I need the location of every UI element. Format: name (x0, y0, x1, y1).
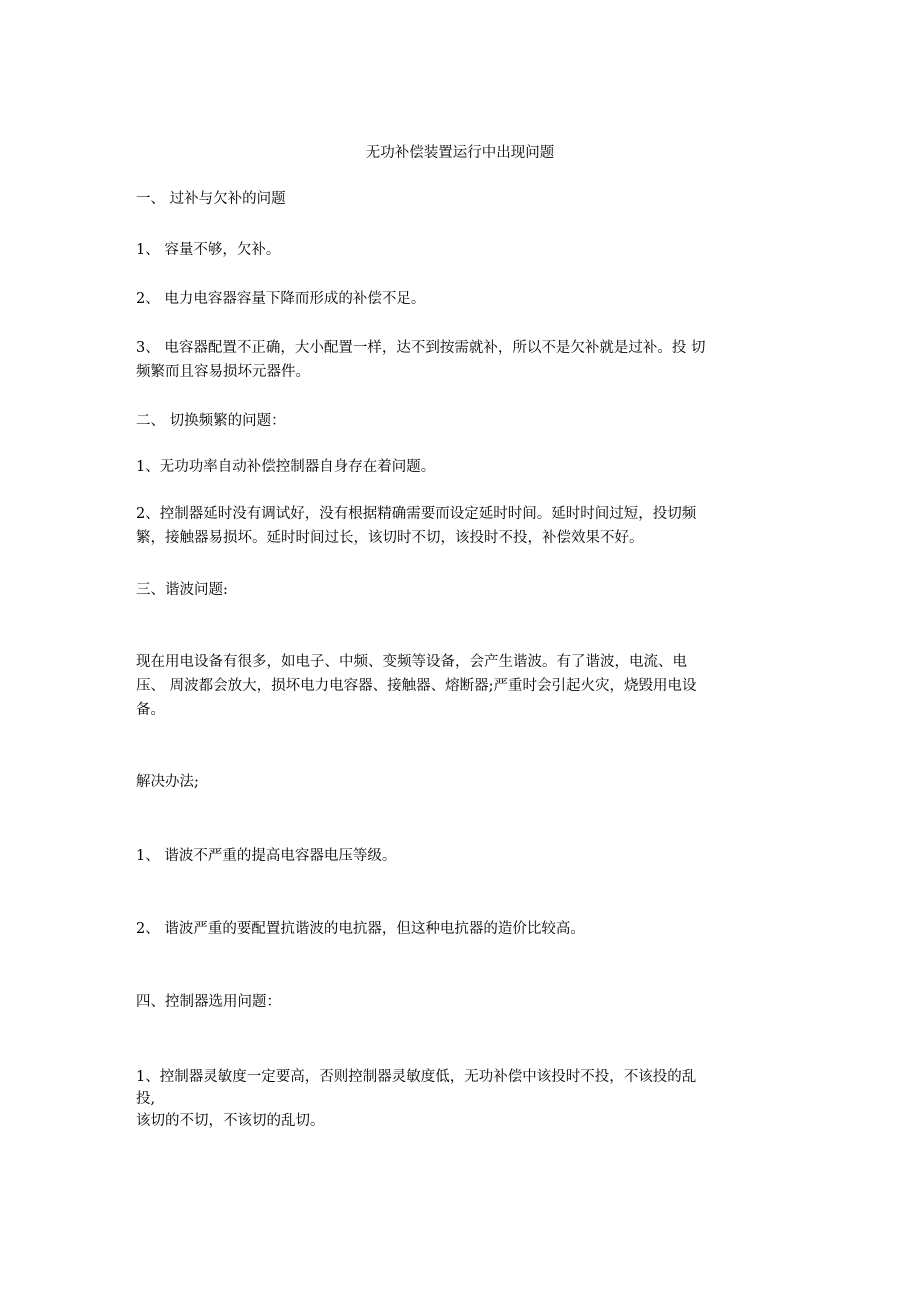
paragraph-3-line1: 现在用电设备有很多，如电子、中频、变频等设备，会产生谐波。有了谐波，电流、电 (136, 654, 687, 670)
paragraph-3-line2: 压、 周波都会放大，损坏电力电容器、接触器、熔断器;严重时会引起火灾，烧毁用电设 (136, 678, 697, 694)
section-heading-2: 二、 切换频繁的问题： (136, 413, 286, 429)
paragraph-4-1-line3: 该切的不切，不该切的乱切。 (136, 1113, 325, 1129)
document-title: 无功补偿装置运行中出现问题 (365, 145, 555, 161)
section-heading-3: 三、谐波问题: (136, 582, 228, 598)
paragraph-1-3-line2: 频繁而且容易损坏元器件。 (136, 364, 310, 380)
section-heading-1: 一、 过补与欠补的问题 (136, 191, 286, 207)
solution-heading: 解决办法; (136, 774, 199, 790)
paragraph-1-3-line1: 3、 电容器配置不正确，大小配置一样，达不到按需就补，所以不是欠补就是过补。投 切 (136, 340, 706, 356)
paragraph-4-1-line2: 投, (136, 1091, 156, 1107)
paragraph-3-line3: 备。 (136, 702, 165, 718)
paragraph-1-1: 1、 容量不够，欠补。 (136, 242, 281, 258)
paragraph-2-1: 1、无功功率自动补偿控制器自身存在着问题。 (136, 459, 436, 475)
paragraph-2-2-line1: 2、控制器延时没有调试好，没有根据精确需要而设定延时时间。延时时间过短，投切频 (136, 506, 697, 522)
solution-item-1: 1、 谐波不严重的提高电容器电压等级。 (136, 848, 397, 864)
section-heading-4: 四、控制器选用问题： (136, 994, 281, 1010)
solution-item-2: 2、 谐波严重的要配置抗谐波的电抗器，但这种电抗器的造价比较高。 (136, 921, 585, 937)
paragraph-2-2-line2: 繁，接触器易损坏。延时时间过长，该切时不切，该投时不投，补偿效果不好。 (136, 530, 644, 546)
paragraph-1-2: 2、 电力电容器容量下降而形成的补偿不足。 (136, 291, 426, 307)
paragraph-4-1-line1: 1、控制器灵敏度一定要高，否则控制器灵敏度低，无功补偿中该投时不投，不该投的乱 (136, 1069, 697, 1085)
